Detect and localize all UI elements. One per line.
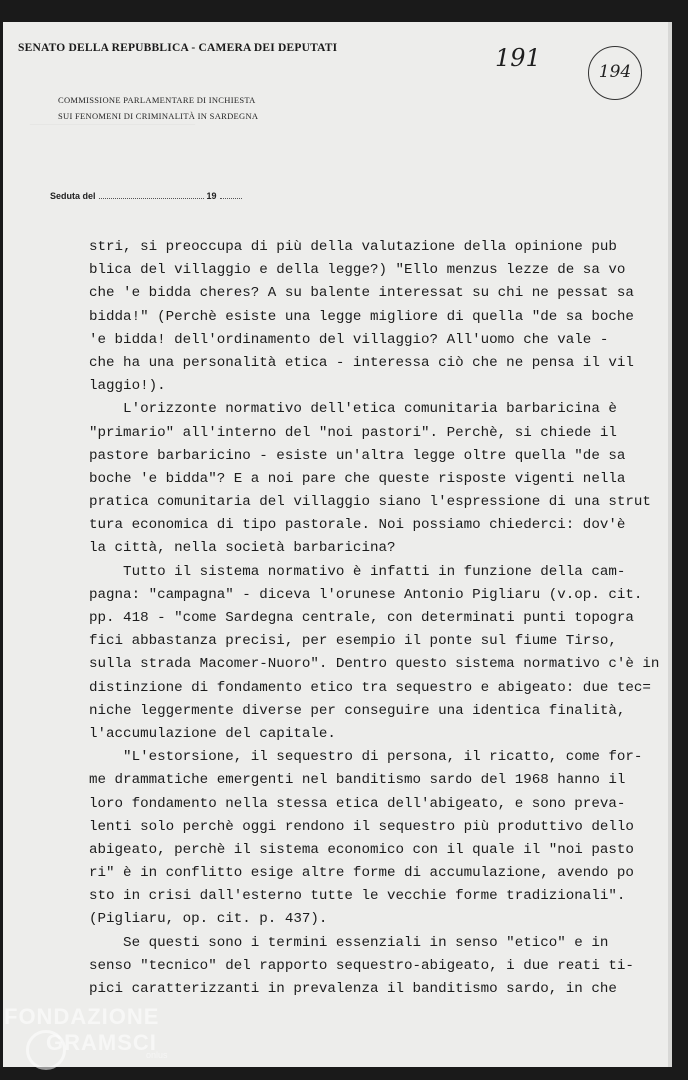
body-line: l'accumulazione del capitale.	[89, 725, 336, 742]
handwritten-page-number: 191	[495, 44, 541, 72]
body-line: ri" è in conflitto esige altre forme di accumulazione, avendo po	[89, 865, 634, 882]
body-line: abigeato, perchè il sistema economico con il quale il "noi pasto	[89, 841, 634, 858]
body-line: fici abbastanza precisi, per esempio il ponte sul fiume Tirso,	[89, 633, 617, 650]
seduta-label: Seduta del	[50, 191, 96, 201]
body-line: che ha una personalità etica - interessa ciò che ne pensa il vil	[89, 354, 634, 371]
commission-line-2: SUI FENOMENI DI CRIMINALITÀ IN SARDEGNA	[58, 111, 259, 121]
seduta-date-blank	[99, 198, 204, 199]
header-title: SENATO DELLA REPUBBLICA - CAMERA DEI DEPUTATI	[18, 42, 338, 54]
body-line: laggio!).	[89, 378, 166, 395]
body-line: pastore barbaricino - esiste un'altra legge oltre quella "de sa	[89, 447, 626, 464]
watermark-line-2: GRAMSCI	[46, 1030, 157, 1055]
body-line: L'orizzonte normativo dell'etica comunitaria barbaricina è	[89, 401, 617, 418]
body-line: "L'estorsione, il sequestro di persona, il ricatto, come for-	[89, 749, 643, 766]
stamped-page-number: 194	[588, 46, 642, 100]
body-line: che 'e bidda cheres? A su balente interessat su chi ne pessat sa	[89, 285, 634, 302]
body-line: senso "tecnico" del rapporto sequestro-abigeato, i due reati ti-	[89, 957, 634, 974]
seduta-line	[50, 191, 242, 201]
body-line	[89, 1001, 609, 1024]
body-line: pp. 418 - "come Sardegna centrale, con determinati punti topogra	[89, 610, 634, 626]
body-line: distinzione di fondamento etico tra sequestro e abigeato: due tec=	[89, 679, 651, 696]
body-line: (Pigliaru, op. cit. p. 437).	[89, 911, 328, 928]
body-line: sulla strada Macomer-Nuoro". Dentro questo sistema normativo c'è in	[89, 656, 660, 673]
body-line: la città, nella società barbaricina?	[89, 540, 396, 557]
body-line: sto in crisi dall'esterno tutte le vecchie forme tradizionali".	[89, 888, 626, 905]
body-line: pratica comunitaria del villaggio siano l'espressione di una strut	[89, 494, 651, 511]
body-line: tura economica di tipo pastorale. Noi possiamo chiederci: dov'è	[89, 517, 626, 534]
watermark-line-1: FONDAZIONE	[4, 1004, 160, 1029]
body-line: boche 'e bidda"? E a noi pare che queste risposte vigenti nella	[89, 470, 626, 487]
body-line: stri, si preoccupa di più della valutazione della opinione pub	[89, 239, 617, 255]
body-line: pagna: "campagna" - diceva l'orunese Antonio Pigliaru (v.op. cit.	[89, 586, 643, 603]
page-edge	[668, 22, 672, 1067]
body-line: Tutto il sistema normativo è infatti in funzione della cam-	[89, 563, 626, 580]
body-line: pici caratterizzanti in prevalenza il banditismo sardo, in che	[89, 981, 617, 997]
body-line: blica del villaggio e della legge?) "Ello menzus lezze de sa vo	[89, 262, 626, 279]
body-line: bidda!" (Perchè esiste una legge migliore di quella "de sa boche	[89, 308, 634, 325]
seduta-year-blank	[220, 198, 242, 199]
show-through-text: ———————————————	[30, 118, 195, 130]
commission-line-1: COMMISSIONE PARLAMENTARE DI INCHIESTA	[58, 95, 256, 105]
body-line: loro fondamento nella stessa etica dell'abigeato, e sono preva-	[89, 795, 626, 812]
seduta-year: 19	[206, 191, 217, 201]
body-line: Se questi sono i termini essenziali in senso "etico" e in	[89, 934, 609, 951]
body-line: 'e bidda! dell'ordinamento del villaggio? All'uomo che vale -	[89, 331, 609, 348]
watermark-line-3: onlus	[146, 1050, 168, 1060]
typewritten-body	[89, 236, 660, 1024]
body-line: me drammatiche emergenti nel banditismo sardo del 1968 hanno il	[89, 772, 626, 789]
body-line: lenti solo perchè oggi rendono il sequestro più produttivo dello	[89, 818, 634, 835]
body-line: "primario" all'interno del "noi pastori". Perchè, si chiede il	[89, 424, 617, 441]
body-line: niche leggermente diverse per conseguire una identica finalità,	[89, 702, 626, 719]
